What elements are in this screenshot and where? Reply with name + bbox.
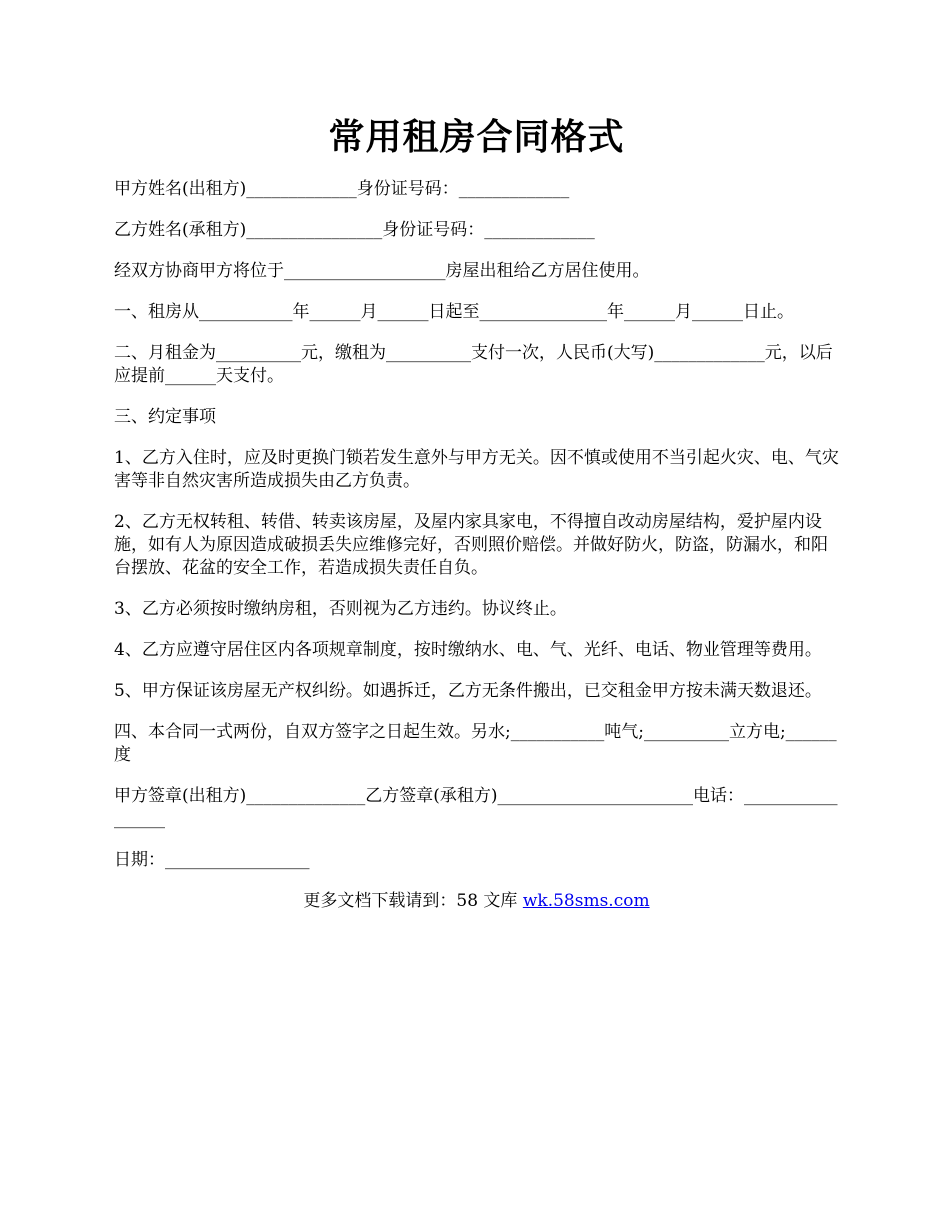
- clause-effective: 四、本合同一式两份，自双方签字之日起生效。另水;___________吨气;__________立方电;______度: [114, 722, 837, 765]
- download-footer: [114, 890, 839, 913]
- date-line: 日期：_________________: [114, 850, 310, 870]
- document-title: 常用租房合同格式: [328, 116, 625, 158]
- property-location-line: 经双方协商甲方将位于___________________房屋出租给乙方居住使用。: [114, 261, 650, 281]
- signature-line: 甲方签章(出租方)______________乙方签章(承租方)_______________________电话：_________________: [114, 786, 838, 829]
- footer-link[interactable]: wk.58sms.com: [522, 891, 650, 911]
- term-item-2: 2、乙方无权转租、转借、转卖该房屋，及屋内家具家电，不得擅自改动房屋结构，爱护屋内设施，如有人为原因造成破损丢失应维修完好，否则照价赔偿。并做好防火，防盗，防漏水，和阳台摆放、花盆的安全工作，若造成损失责任自负。: [114, 512, 828, 578]
- party-b-line: 乙方姓名(承租方)________________身份证号码：_____________: [114, 220, 595, 240]
- clause-rent-amount: 二、月租金为__________元，缴租为__________支付一次，人民币(大写)_____________元，以后应提前______天支付。: [114, 343, 833, 386]
- clause-terms-heading: 三、约定事项: [114, 407, 216, 427]
- contract-document: [114, 110, 839, 913]
- term-item-5: 5、甲方保证该房屋无产权纠纷。如遇拆迁，乙方无条件搬出，已交租金甲方按未满天数退还。: [114, 681, 822, 701]
- footer-prefix: 更多文档下载请到：58 文库: [303, 891, 523, 911]
- term-item-4: 4、乙方应遵守居住区内各项规章制度，按时缴纳水、电、气、光纤、电话、物业管理等费用。: [114, 640, 822, 660]
- party-a-line: 甲方姓名(出租方)_____________身份证号码：_____________: [114, 179, 570, 199]
- term-item-3: 3、乙方必须按时缴纳房租，否则视为乙方违约。协议终止。: [114, 599, 567, 619]
- clause-rental-period: 一、租房从___________年______月______日起至_______________年______月______日止。: [114, 302, 794, 322]
- term-item-1: 1、乙方入住时，应及时更换门锁若发生意外与甲方无关。因不慎或使用不当引起火灾、电、气灾害等非自然灾害所造成损失由乙方负责。: [114, 448, 839, 491]
